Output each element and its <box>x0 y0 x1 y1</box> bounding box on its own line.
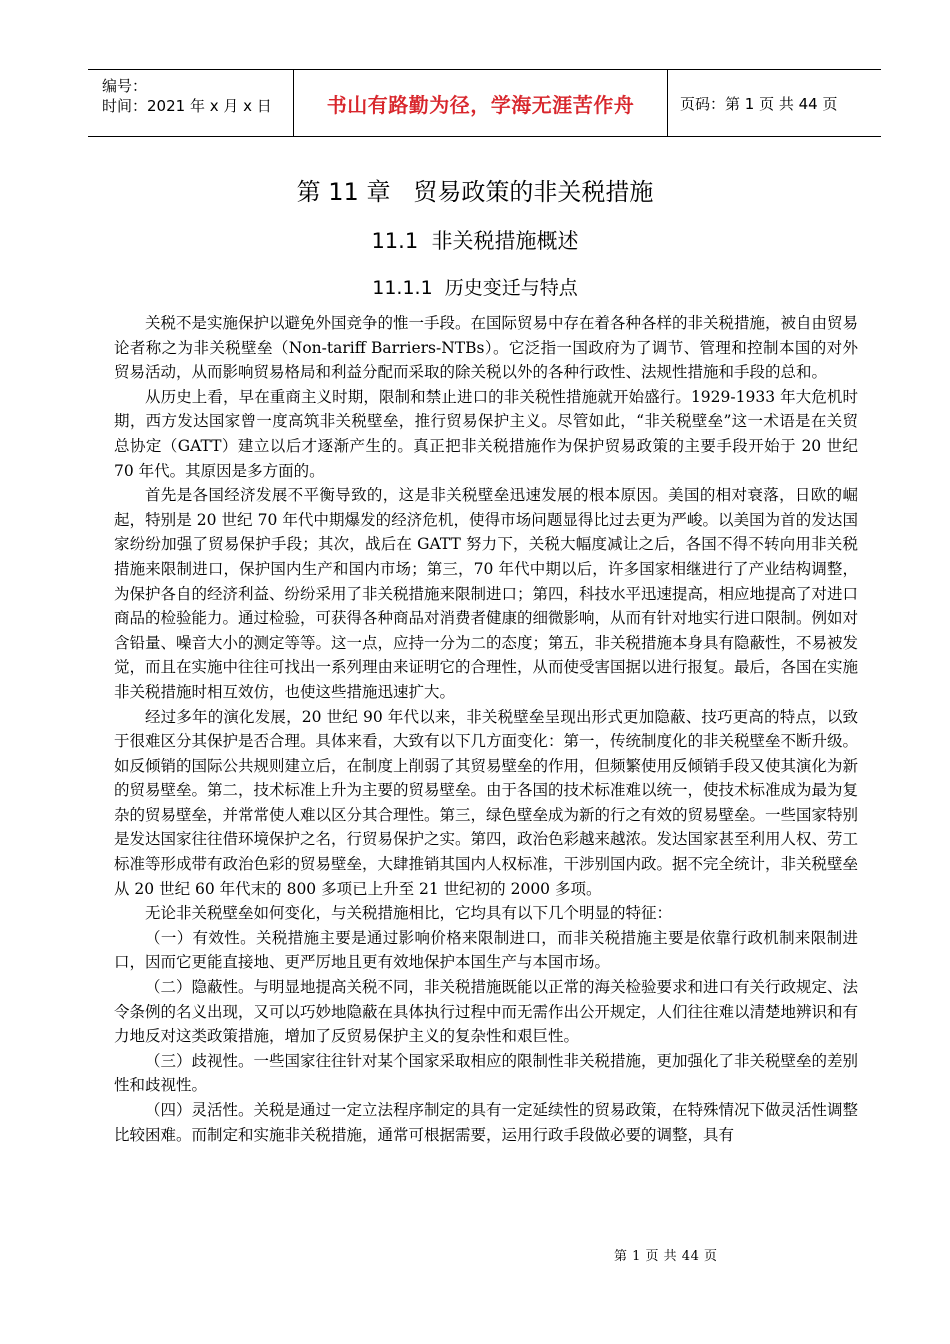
chapter-title: 第 11 章 贸易政策的非关税措施 <box>296 178 654 206</box>
paragraph: （一）有效性。关税措施主要是通过影响价格来限制进口，而非关税措施主要是依靠行政机制来限制进口，因而它更能直接地、更严厉地且更有效地保护本国生产与本国市场。 <box>114 928 858 972</box>
page-footer: 第 1 页 共 44 页 <box>614 1249 718 1264</box>
section-title: 11.1 非关税措施概述 <box>371 229 579 253</box>
paragraph: （二）隐蔽性。与明显地提高关税不同，非关税措施既能以正常的海关检验要求和进口有关行政规定、法令条例的名义出现，又可以巧妙地隐蔽在具体执行过程中而无需作出公开规定，人们往往难以清楚地辨识和有力地反对这类政策措施，增加了反贸易保护主义的复杂性和艰巨性。 <box>114 978 859 1046</box>
header-motto: 书山有路勤为径，学海无涯苦作舟 <box>293 70 668 136</box>
paragraph: 关税不是实施保护以避免外国竞争的惟一手段。在国际贸易中存在着各种各样的非关税措施，被自由贸易论者称之为非关税壁垒（Non-tariff Barriers-NTBs）。它泛指一国政府为了调节、管理和控制本国的对外贸易活动，从而影响贸易格局和利益分配而采取的除关税以外的各种行政性、法规性措施和手段的总和。 <box>114 314 859 382</box>
paragraph: （三）歧视性。一些国家往往针对某个国家采取相应的限制性非关税措施，更加强化了非关税壁垒的差别性和歧视性。 <box>114 1051 859 1095</box>
paragraph: 从历史上看，早在重商主义时期，限制和禁止进口的非关税性措施就开始盛行。1929-1933 年大危机时期，西方发达国家曾一度高筑非关税壁垒，推行贸易保护主义。尽管如此，“非关税壁垒”这一术语是在关贸总协定（GATT）建立以后才逐渐产生的。真正把非关税措施作为保护贸易政策的主要手段开始于 20 世纪 70 年代。其原因是多方面的。 <box>114 387 858 480</box>
header-page-info: 页码：第 1 页 共 44 页 <box>680 94 838 113</box>
paragraph: 无论非关税壁垒如何变化，与关税措施相比，它均具有以下几个明显的特征： <box>145 904 673 923</box>
time-line: 时间：2021 年 x 月 x 日 <box>102 97 272 115</box>
paragraph: 首先是各国经济发展不平衡导致的，这是非关税壁垒迅速发展的根本原因。美国的相对衰落，日欧的崛起，特别是 20 世纪 70 年代中期爆发的经济危机，使得市场问题显得比过去更为严峻。以美国为首的发达国家纷纷加强了贸易保护手段；其次，战后在 GATT 努力下，关税大幅度减让之后，各国不得不转向用非关税措施来限制进口，保护国内生产和国内市场；第三，70 年代中期以后，许多国家相继进行了产业结构调整，为保护各自的经济利益、纷纷采用了非关税措施来限制进口；第四，科技水平迅速提高，相应地提高了对进口商品的检验能力。通过检验，可获得各种商品对消费者健康的细微影响，从而有针对地实行进口限制。例如对含铅量、噪音大小的测定等等。这一点，应持一分为二的态度；第五，非关税措施本身具有隐蔽性，不易被发觉，而且在实施中往往可找出一系列理由来证明它的合理性，从而使受害国据以进行报复。最后，各国在实施非关税措施时相互效仿，也使这些措施迅速扩大。 <box>114 486 859 701</box>
page-header <box>88 69 881 137</box>
subsection-title: 11.1.1 历史变迁与特点 <box>372 277 578 299</box>
paragraph: 经过多年的演化发展，20 世纪 90 年代以来，非关税壁垒呈现出形式更加隐蔽、技巧更高的特点，以致于很难区分其保护是否合理。具体来看，大致有以下几方面变化：第一，传统制度化的非关税壁垒不断升级。如反倾销的国际公共规则建立后，在制度上削弱了其贸易壁垒的作用，但频繁使用反倾销手段又使其演化为新的贸易壁垒。第二，技术标准上升为主要的贸易壁垒。由于各国的技术标准难以统一，使技术标准成为最为复杂的贸易壁垒，并常常使人难以区分其合理性。第三，绿色壁垒成为新的行之有效的贸易壁垒。一些国家特别是发达国家往往借环境保护之名，行贸易保护之实。第四，政治色彩越来越浓。发达国家甚至利用人权、劳工标准等形成带有政治色彩的贸易壁垒，大肆推销其国内人权标准，干涉别国内政。据不完全统计，非关税壁垒从 20 世纪 60 年代末的 800 多项已上升至 21 世纪初的 2000 多项。 <box>114 707 859 898</box>
header-meta <box>88 70 293 136</box>
serial-label: 编号： <box>102 77 148 95</box>
body-text <box>114 311 858 1147</box>
paragraph: （四）灵活性。关税是通过一定立法程序制定的具有一定延续性的贸易政策，在特殊情况下做灵活性调整比较困难。而制定和实施非关税措施，通常可根据需要，运用行政手段做必要的调整，具有 <box>114 1101 859 1144</box>
